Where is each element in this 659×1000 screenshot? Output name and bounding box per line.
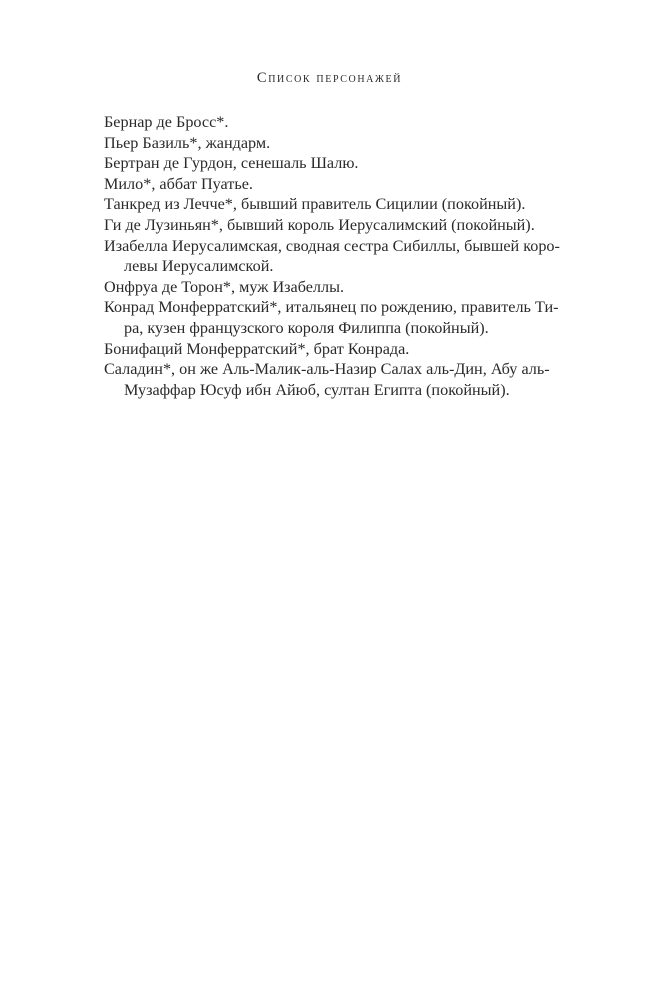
list-item [104,359,564,400]
entry-text: Изабелла Иерусалимская, сводная сестра Сибиллы, бывшей коро- [104,236,560,255]
entry-continuation: Музаффар Юсуф ибн Айюб, султан Египта (покойный). [124,380,510,399]
list-item [104,277,564,298]
list-item [104,236,564,277]
entry-text: Бонифаций Монферратский*, брат Конрада. [104,339,410,358]
list-item [104,194,564,215]
entry-text: Конрад Монферратский*, итальянец по рождению, правитель Ти- [104,298,559,317]
list-item [104,112,564,133]
entry-text: Бернар де Бросс*. [104,113,229,131]
entry-text: Пьер Базиль*, жандарм. [104,133,271,152]
list-item [104,339,564,360]
list-item [104,297,564,338]
entry-continuation: левы Иерусалимской. [124,257,274,276]
page-title: Список персонажей [256,70,403,86]
entry-text: Танкред из Лечче*, бывший правитель Сицилии (покойный). [104,195,526,214]
list-item [104,153,564,174]
character-list [104,112,564,400]
list-item [104,215,564,236]
entry-text: Бертран де Гурдон, сенешаль Шалю. [104,154,359,173]
list-item [104,133,564,154]
entry-text: Мило*, аббат Пуатье. [104,174,253,193]
entry-text: Саладин*, он же Аль-Малик-аль-Назир Салах аль-Дин, Абу аль- [104,360,550,379]
entry-text: Онфруа де Торон*, муж Изабеллы. [104,277,345,296]
entry-continuation: ра, кузен французского короля Филиппа (покойный). [124,318,489,337]
list-item [104,174,564,195]
entry-text: Ги де Лузиньян*, бывший король Иерусалимский (покойный). [104,215,535,234]
